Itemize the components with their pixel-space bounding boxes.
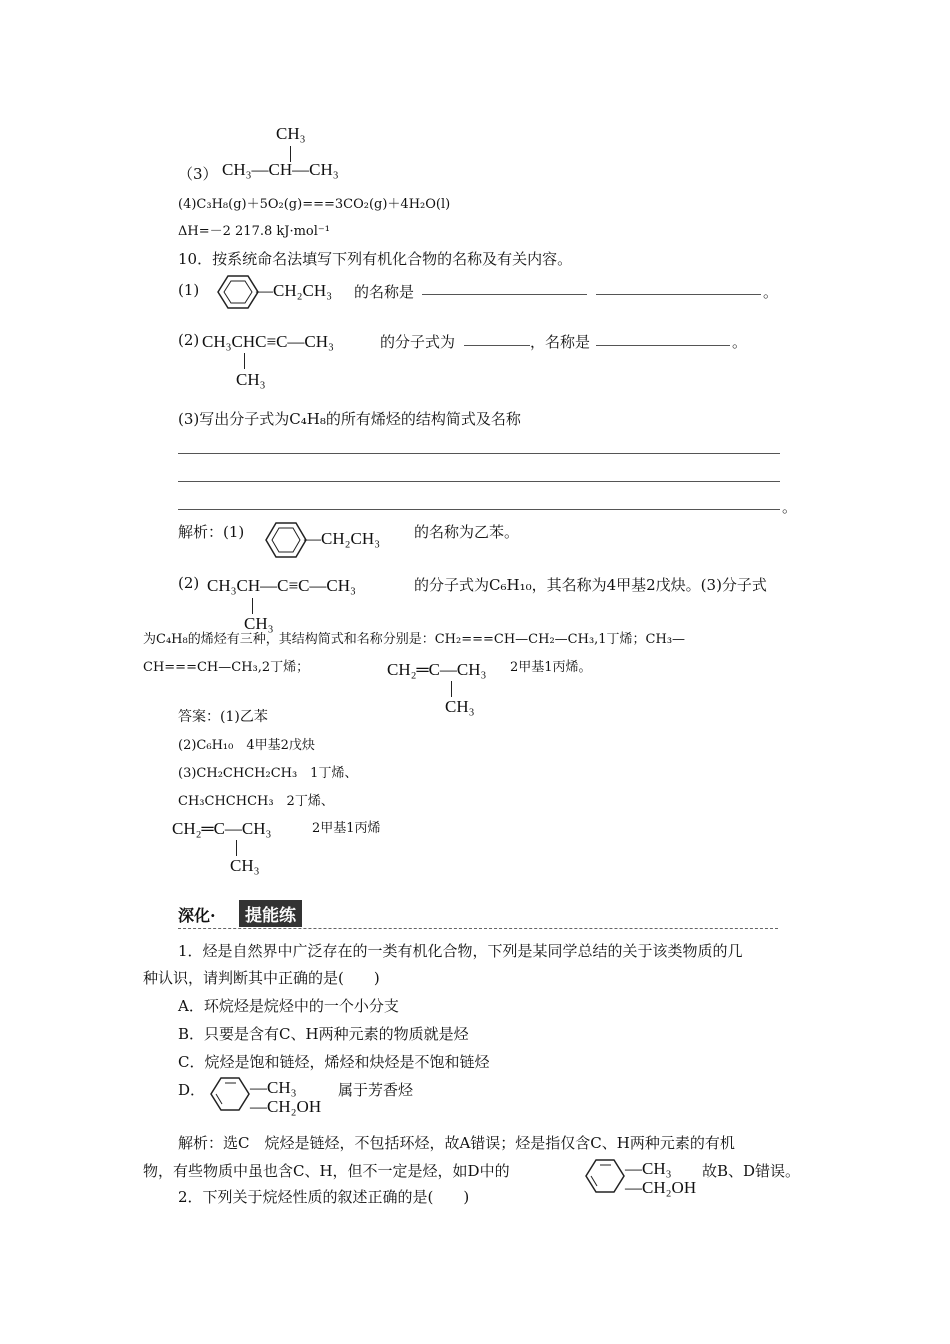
analysis-a3-bond: [451, 681, 452, 697]
answer10-l4: CH₃CHCHCH₃ 2丁烯、: [178, 794, 334, 809]
q1-stem-line1: 1．烃是自然界中广泛存在的一类有机化合物，下列是某同学总结的关于该类物质的几: [178, 942, 743, 960]
q1-d-ch2oh: —CH₂OH: [250, 1097, 322, 1116]
analysis-a3-line1: 为C₄H₈的烯烃有三种，其结构简式和名称分别是：CH₂===CH—CH₂—CH₃,1丁烯；CH₃—: [143, 632, 686, 647]
q10-p3-end: 。: [782, 498, 798, 516]
answer10-l5-branch: CH₃: [230, 856, 260, 875]
q10-p1-label: (1): [178, 281, 200, 299]
q10-p2-text2: ，名称是: [530, 333, 591, 351]
q1-option-d-text: 属于芳香烃: [338, 1081, 414, 1099]
q10-p1-text: 的名称是: [354, 283, 415, 301]
q10-p2-blank-formula[interactable]: [464, 345, 530, 346]
analysis-prefix: 解析：(1): [178, 523, 245, 541]
q10-p1-ethyl: —CH₂CH₃: [256, 281, 333, 300]
q10-p2-label: (2): [178, 331, 200, 349]
item3-label: （3）: [178, 165, 218, 183]
q10-p1-blank-2[interactable]: [596, 294, 761, 295]
analysis-a3-branch: CH₃: [445, 697, 475, 716]
q1-analysis-end: 故B、D错误。: [702, 1162, 801, 1180]
q10-p3-text: (3)写出分子式为C₄H₈的所有烯烃的结构简式及名称: [178, 410, 521, 428]
isobutane-formula: CH₃—CH—CH₃: [222, 160, 339, 179]
isobutane-top-ch3: CH₃: [276, 124, 306, 143]
answer10-l1: 答案：(1)乙苯: [178, 709, 268, 725]
q10-p2-end: 。: [732, 333, 748, 351]
analysis-a2-bond: [252, 598, 253, 614]
analysis-a2-text: 的分子式为C₆H₁₀，其名称为4甲基2戊炔。(3)分子式: [414, 576, 767, 594]
q1-analysis-line2: 物，有些物质中虽也含C、H，但不一定是烃，如D中的: [143, 1162, 510, 1180]
q10-p2-text1: 的分子式为: [380, 333, 456, 351]
answer10-l5-bond: [236, 840, 237, 856]
q10-stem: 10．按系统命名法填写下列有机化合物的名称及有关内容。: [178, 250, 573, 268]
section-title: 提能练: [239, 900, 302, 927]
q10-p3-blank-3[interactable]: [178, 509, 780, 510]
answer10-l5-name: 2甲基1丙烯: [312, 821, 381, 836]
q1-ana-ch3: —CH₃: [625, 1159, 672, 1178]
analysis-a2-label: (2): [178, 574, 200, 592]
answer10-l2: (2)C₆H₁₀ 4甲基2戊炔: [178, 738, 315, 753]
analysis-a1-text: 的名称为乙苯。: [414, 523, 520, 541]
q10-p2-formula: CH₃CHC≡C—CH₃: [202, 332, 334, 351]
analysis-a2-branch: CH₃: [244, 614, 274, 633]
q1-ana-ch2oh: —CH₂OH: [625, 1178, 697, 1197]
analysis-a2-formula: CH₃CH—C≡C—CH₃: [207, 576, 356, 595]
analysis-ethyl: —CH₂CH₃: [304, 529, 381, 548]
section-divider: [178, 928, 778, 929]
answer10-l3: (3)CH₂CHCH₂CH₃ 1丁烯、: [178, 766, 358, 781]
analysis-a3-formula: CH₂═C—CH₃: [387, 660, 487, 679]
q1-analysis-line1: 解析：选C 烷烃是链烃，不包括环烃，故A错误；烃是指仅含C、H两种元素的有机: [178, 1134, 735, 1152]
q10-p2-bond: [244, 353, 245, 369]
analysis-a3-name: 2甲基1丙烯。: [510, 660, 592, 675]
q10-p1-end: 。: [763, 283, 779, 301]
q1-option-b[interactable]: B．只要是含有C、H两种元素的物质就是烃: [178, 1025, 469, 1043]
q1-stem-line2: 种认识，请判断其中正确的是( ): [143, 969, 380, 987]
analysis-a3-line2: CH===CH—CH₃,2丁烯；: [143, 660, 310, 675]
q10-p2-blank-name[interactable]: [596, 345, 730, 346]
q1-option-d-label[interactable]: D．: [178, 1081, 206, 1099]
answer10-l5-formula: CH₂═C—CH₃: [172, 819, 272, 838]
q1-option-a[interactable]: A．环烷烃是烷烃中的一个小分支: [178, 997, 399, 1015]
q10-p2-branch: CH₃: [236, 370, 266, 389]
q2-stem: 2．下列关于烷烃性质的叙述正确的是( ): [178, 1188, 470, 1206]
combustion-equation: (4)C₃H₈(g)＋5O₂(g)===3CO₂(g)＋4H₂O(l): [178, 197, 451, 212]
q10-p3-blank-1[interactable]: [178, 453, 780, 454]
q10-p3-blank-2[interactable]: [178, 481, 780, 482]
q10-p1-blank-1[interactable]: [422, 294, 587, 295]
q1-option-c[interactable]: C．烷烃是饱和链烃，烯烃和炔烃是不饱和链烃: [178, 1053, 490, 1071]
enthalpy-value: ΔH=－2 217.8 kJ·mol⁻¹: [178, 224, 330, 239]
q1-d-ch3: —CH₃: [250, 1078, 297, 1097]
section-prefix: 深化·: [178, 906, 216, 925]
